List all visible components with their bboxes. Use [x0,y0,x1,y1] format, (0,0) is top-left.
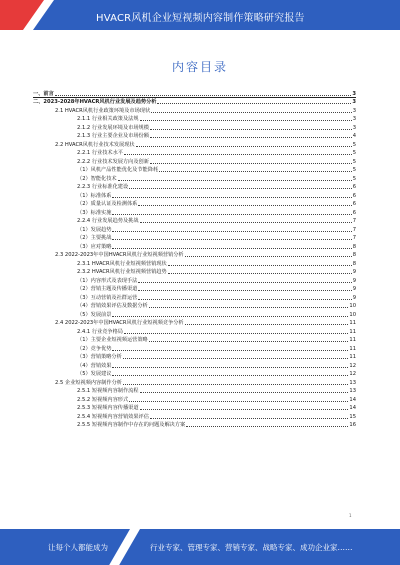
toc-entry[interactable] [33,411,356,420]
toc-entry-page: 3 [352,124,356,131]
toc-dot-leader [112,347,348,351]
toc-entry-title: （4）营销效果 [77,362,112,369]
toc-dot-leader [136,143,352,147]
toc-entry[interactable] [33,88,356,97]
toc-dot-leader [149,338,349,342]
toc-entry-title: （2）智能化技术 [77,175,117,182]
toc-entry-title: 2.4.1 行业竞争格局 [77,328,123,335]
toc-dot-leader [168,270,352,274]
toc-dot-leader [124,330,348,334]
toc-entry[interactable] [33,173,356,182]
toc-dot-leader [159,168,352,172]
toc-entry[interactable] [33,131,356,140]
toc-entry-title: （3）互动营销及社群运营 [77,294,138,301]
toc-entry-page: 12 [349,362,356,369]
footer-slogan-right: 行业专家、管理专家、营销专家、战略专家、成功企业家…… [150,543,353,552]
toc-dot-leader [140,219,352,223]
toc-dot-leader [185,253,352,257]
toc-dot-leader [138,202,351,206]
toc-entry-title: （3）应对策略 [77,243,112,250]
toc-entry[interactable] [33,377,356,386]
toc-entry-page: 9 [352,269,356,275]
toc-entry[interactable] [33,309,356,318]
toc-entry-title: （3）标准实施 [77,209,112,216]
toc-entry-title: （1）主要企业短视频运营策略 [77,337,148,343]
toc-entry-page: 7 [352,226,356,233]
toc-entry[interactable] [33,216,356,225]
toc-entry-page: 14 [349,396,356,403]
toc-entry-title: 二、2023-2028年HVACR风机行业发展及趋势分析 [33,99,157,105]
toc-entry-title: 2.5.5 短视频内容制作中存在的问题及解决方案 [77,422,186,428]
toc-entry-page: 8 [352,243,356,250]
toc-dot-leader [149,304,349,308]
toc-entry-title: （2）质量认证及检测体系 [77,201,138,207]
toc-entry[interactable] [33,165,356,174]
toc-entry-title: 2.5.1 短视频内容制作流程 [77,388,139,394]
toc-entry[interactable] [33,420,356,429]
toc-entry[interactable] [33,343,356,352]
toc-entry-page: 6 [352,192,356,199]
toc-entry-page: 13 [349,388,356,394]
toc-dot-leader [112,228,351,232]
toc-dot-leader [151,109,352,113]
footer-banner [0,529,400,565]
toc-entry-title: 2.5.2 短视频内容形式 [77,396,129,403]
toc-entry-title: （1）发展趋势 [77,226,112,233]
toc-dot-leader [112,245,351,249]
toc-entry-title: 2.5 企业短视频内容制作分析 [55,379,122,386]
toc-dot-leader [186,423,348,427]
toc-entry-page: 11 [349,320,356,326]
toc-dot-leader [118,177,352,181]
toc-entry-title: （2）竞争优势 [77,345,112,352]
toc-entry[interactable] [33,292,356,301]
toc-dot-leader [140,406,349,410]
toc-entry-page: 8 [352,252,356,258]
document-title: HVACR风机企业短视频内容制作策略研究报告 [96,13,305,24]
toc-entry[interactable] [33,224,356,233]
toc-entry-page: 11 [349,337,356,343]
toc-entry[interactable] [33,386,356,395]
toc-dot-leader [140,117,352,121]
toc-dot-leader [129,398,348,402]
toc-entry-page: 3 [352,90,356,97]
toc-entry-title: 2.2.4 行业发展趋势及挑战 [77,218,139,224]
toc-entry-page: 6 [352,209,356,216]
toc-entry[interactable] [33,97,356,106]
toc-entry-title: （5）发展前景 [77,311,112,318]
toc-entry[interactable] [33,233,356,242]
toc-entry-title: 2.1.1 行业相关政策及法规 [77,116,139,122]
toc-entry-page: 4 [352,133,356,139]
toc-entry-page: 7 [352,235,356,241]
toc-entry-page: 5 [352,141,356,148]
toc-entry[interactable] [33,301,356,310]
toc-entry-title: （2）主要挑战 [77,235,112,241]
toc-entry-title: （4）营销效果评估及数据分析 [77,303,148,309]
toc-entry[interactable] [33,190,356,199]
toc-entry[interactable] [33,284,356,293]
toc-entry[interactable] [33,258,356,267]
toc-dot-leader [112,194,351,198]
toc-entry[interactable] [33,105,356,114]
toc-entry[interactable] [33,139,356,148]
toc-entry[interactable] [33,207,356,216]
toc-entry[interactable] [33,267,356,276]
toc-entry-page: 16 [349,422,356,428]
toc-dot-leader [123,355,349,359]
toc-entry-title: 2.3.2 HVACR风机行业短视频营销趋势 [77,269,167,275]
toc-entry-page: 5 [352,150,356,156]
toc-entry[interactable] [33,156,356,165]
toc-entry-page: 10 [349,303,356,309]
toc-dot-leader [150,415,348,419]
toc-dot-leader [157,100,351,104]
toc-dot-leader [138,287,351,291]
toc-entry-page: 5 [352,175,356,182]
toc-entry-title: 2.3.1 HVACR风机行业短视频营销现状 [77,260,167,267]
toc-entry-title: 一、前言 [33,90,54,97]
toc-entry[interactable] [33,148,356,157]
toc-dot-leader [112,211,351,215]
toc-entry-page: 11 [349,328,356,335]
header-banner [0,0,400,30]
toc-entry[interactable] [33,326,356,335]
toc-entry-title: （5）发展建议 [77,371,112,377]
toc-entry-page: 6 [352,184,356,190]
toc-dot-leader [150,160,352,164]
toc-dot-leader [185,321,349,325]
toc-entry-page: 11 [349,354,356,360]
toc-dot-leader [112,236,351,240]
toc-entry[interactable] [33,394,356,403]
toc-entry-page: 14 [349,405,356,411]
toc-dot-leader [112,364,348,368]
toc-entry-title: （1）标准体系 [77,192,112,199]
page-number: 1 [349,513,352,518]
toc-entry[interactable] [33,352,356,361]
toc-dot-leader [150,126,352,130]
toc-entry-page: 8 [352,260,356,267]
toc-entry-title: 2.5.4 短视频内容营销效果评估 [77,413,149,420]
toc-entry-title: 2.4 2022-2023年中国HVACR风机行业短视频竞争分析 [55,320,184,326]
toc-entry-page: 6 [352,201,356,207]
toc-entry[interactable] [33,275,356,284]
toc-entry-page: 5 [352,167,356,173]
footer-accent-divider [109,529,140,565]
toc-entry[interactable] [33,250,356,259]
toc-entry-title: 2.2 HVACR风机行业技术发展现状 [55,141,135,148]
toc-dot-leader [150,134,352,138]
toc-entry-title: 2.2.1 行业技术水平 [77,150,123,156]
toc-entry[interactable] [33,199,356,208]
toc-entry[interactable] [33,318,356,327]
toc-entry[interactable] [33,335,356,344]
toc-entry[interactable] [33,241,356,250]
toc-entry-title: （2）营销主题及传播渠道 [77,286,138,292]
toc-dot-leader [55,92,352,96]
toc-entry-page: 13 [349,379,356,386]
toc-entry-title: 2.1 HVACR风机行业政策环境及市场现状 [55,107,151,114]
toc-entry-title: （3）营销策略分析 [77,354,122,360]
toc-dot-leader [140,389,349,393]
toc-title: 内容目录 [171,60,228,74]
toc-dot-leader [124,151,352,155]
toc-entry-title: 2.1.3 行业主要企业及市场份额 [77,133,149,139]
toc-entry[interactable] [33,403,356,412]
toc-entry[interactable] [33,182,356,191]
toc-dot-leader [138,279,351,283]
toc-entry-page: 9 [352,294,356,301]
toc-entry-page: 3 [352,99,356,105]
toc-entry-title: 2.2.3 行业标准化建设 [77,184,129,190]
toc-entry-page: 7 [352,218,356,224]
toc-entry-title: 2.2.2 行业技术发展方向及创新 [77,158,149,165]
toc-entry-page: 11 [349,345,356,352]
toc-entry[interactable] [33,360,356,369]
toc-entry-page: 10 [349,311,356,318]
toc-entry-title: 2.1.2 行业发展环境及市场规模 [77,124,149,131]
toc-entry[interactable] [33,114,356,123]
toc-entry-page: 9 [352,286,356,292]
toc-dot-leader [123,381,348,385]
toc-entry-page: 12 [349,371,356,377]
toc-dot-leader [112,372,348,376]
toc-entry-title: （1）风机产品性能优化及节能降耗 [77,167,159,173]
toc-entry-page: 5 [352,158,356,165]
table-of-contents [33,88,356,428]
toc-entry-page: 3 [352,107,356,114]
toc-entry-page: 9 [352,277,356,284]
toc-dot-leader [168,262,352,266]
toc-entry-title: 2.3 2022-2023年中国HVACR风机行业短视频营销分析 [55,252,184,258]
toc-entry-page: 15 [349,413,356,420]
toc-entry-title: 2.5.3 短视频内容传播渠道 [77,405,139,411]
toc-dot-leader [129,185,352,189]
toc-dot-leader [112,313,348,317]
toc-entry-page: 3 [352,116,356,122]
toc-dot-leader [138,296,351,300]
footer-slogan-left: 让每个人都能成为 [48,543,108,552]
toc-entry-title: （1）内容形式及表现手法 [77,277,138,284]
toc-entry[interactable] [33,369,356,378]
toc-entry[interactable] [33,122,356,131]
